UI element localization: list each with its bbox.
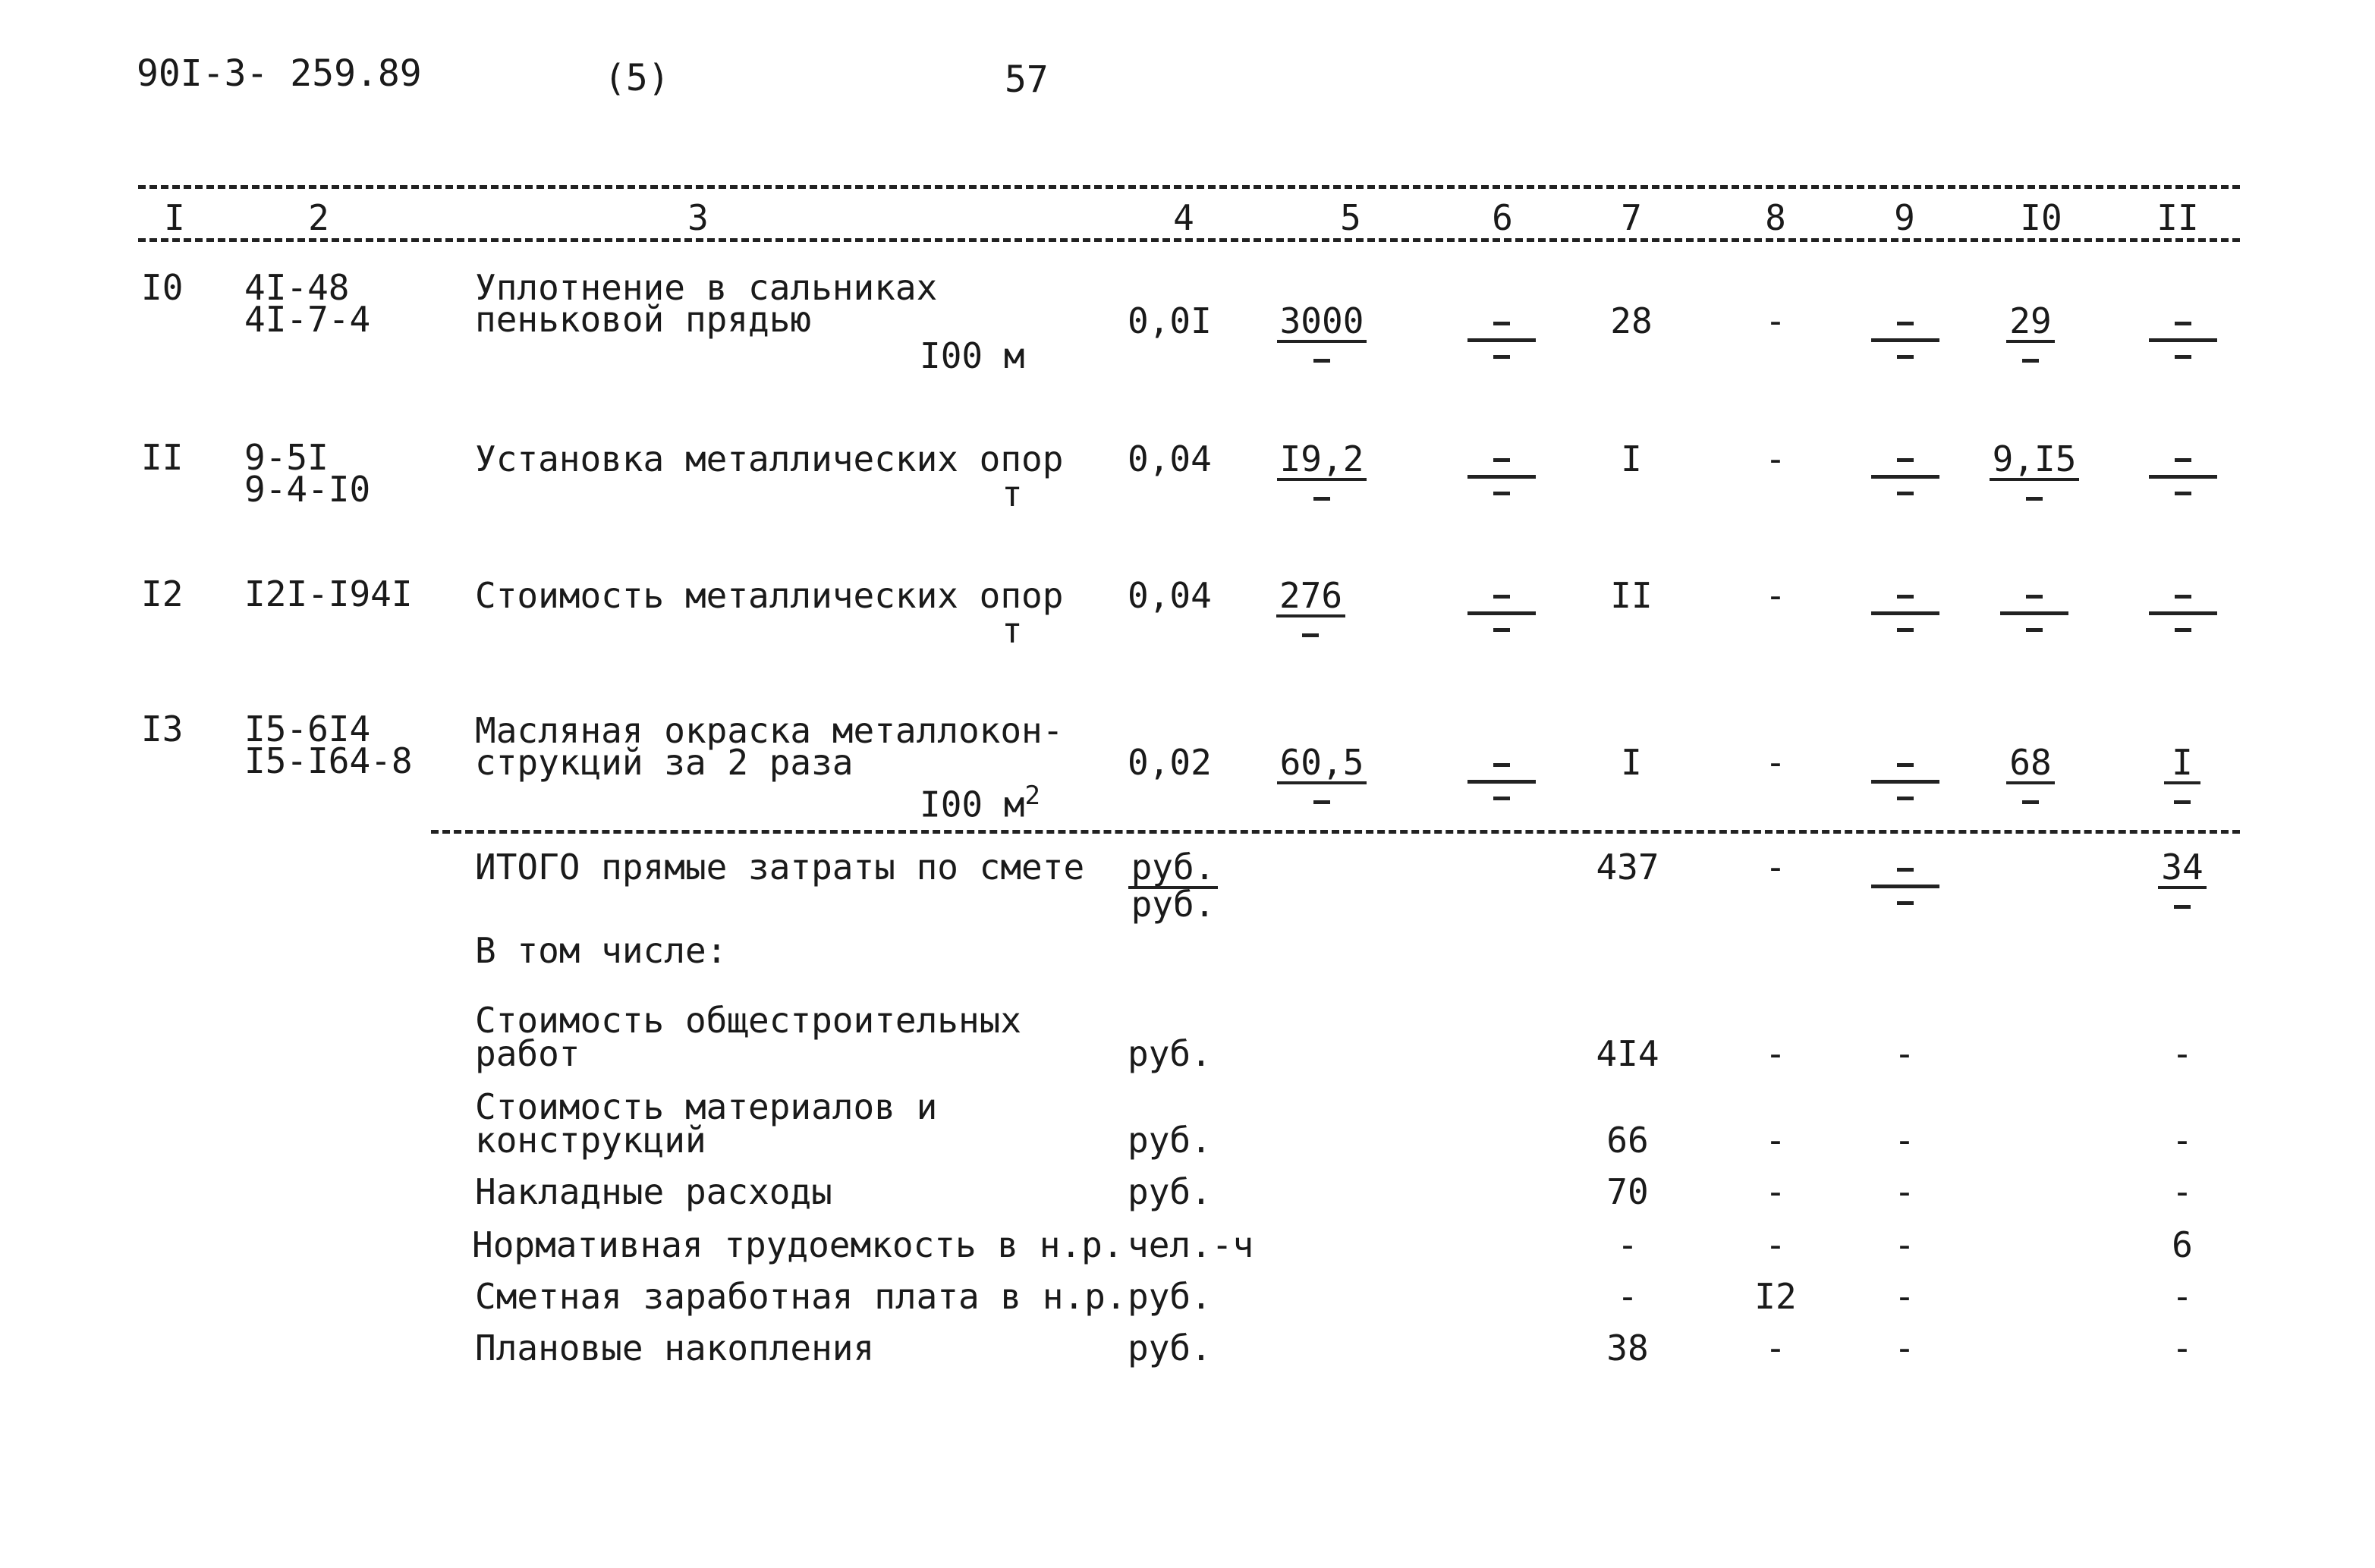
row-quantity: 0,0I bbox=[1128, 300, 1212, 341]
col-header-5: 5 bbox=[1340, 197, 1361, 238]
row-col11-fraction bbox=[2144, 743, 2220, 818]
row-col5-value: 3000 bbox=[1277, 302, 1367, 343]
page-number: 57 bbox=[1005, 58, 1049, 101]
summary-item-col9: - bbox=[1894, 1276, 1915, 1317]
row-name: струкций за 2 раза bbox=[475, 742, 854, 783]
summary-item-col8: - bbox=[1765, 1328, 1786, 1368]
summary-item-label: работ bbox=[475, 1033, 580, 1074]
row-quantity: 0,04 bbox=[1128, 438, 1212, 479]
row-code: 4I-7-4 bbox=[244, 299, 371, 340]
row-number: I0 bbox=[141, 267, 184, 308]
table-top-rule bbox=[138, 185, 2240, 189]
summary-item-unit: руб. bbox=[1128, 1120, 1212, 1161]
row-col8-value: - bbox=[1765, 300, 1786, 341]
row-col5-value: 60,5 bbox=[1277, 743, 1367, 784]
row-number: I2 bbox=[141, 573, 184, 614]
summary-item-col8: - bbox=[1765, 1224, 1786, 1265]
row-col8-value: - bbox=[1765, 742, 1786, 783]
row-col10-value: 9,I5 bbox=[1990, 440, 2080, 481]
row-name: Стоимость металлических опор bbox=[475, 575, 1064, 616]
summary-item-unit: чел.-ч bbox=[1128, 1224, 1254, 1265]
col-header-9: 9 bbox=[1894, 197, 1915, 238]
row-code: 9-5I bbox=[244, 437, 329, 478]
summary-rule bbox=[431, 830, 2240, 834]
row-col11-value: I bbox=[2164, 743, 2200, 784]
total-col11-value: 34 bbox=[2158, 848, 2206, 889]
row-unit: т bbox=[1002, 610, 1023, 651]
row-code: 4I-48 bbox=[244, 267, 350, 308]
row-number: I3 bbox=[141, 709, 184, 749]
including-label: В том числе: bbox=[475, 930, 728, 971]
row-quantity: 0,04 bbox=[1128, 575, 1212, 616]
total-unit-denominator: руб. bbox=[1131, 884, 1216, 925]
col-header-4: 4 bbox=[1173, 197, 1194, 238]
row-name: пеньковой прядью bbox=[475, 299, 812, 340]
summary-item-unit: руб. bbox=[1128, 1328, 1212, 1368]
row-col5-fraction bbox=[1276, 743, 1367, 818]
summary-item-col7: 38 bbox=[1606, 1328, 1649, 1368]
summary-item-unit: руб. bbox=[1128, 1171, 1212, 1212]
row-col6-empty-fraction bbox=[1467, 592, 1536, 637]
row-col7-value: I bbox=[1621, 438, 1642, 479]
summary-item-label: конструкций bbox=[475, 1120, 706, 1161]
summary-item-col8: - bbox=[1765, 1171, 1786, 1212]
summary-item-col9: - bbox=[1894, 1120, 1915, 1161]
summary-item-col11: 6 bbox=[2172, 1224, 2193, 1265]
summary-item-col7: - bbox=[1617, 1276, 1638, 1317]
summary-item-col7: 4I4 bbox=[1596, 1033, 1659, 1074]
row-code: I5-6I4 bbox=[244, 709, 371, 749]
summary-item-col7: 70 bbox=[1606, 1171, 1649, 1212]
total-label: ИТОГО прямые затраты по смете bbox=[475, 847, 1085, 888]
row-col9-empty-fraction bbox=[1871, 592, 1939, 637]
summary-item-col11: - bbox=[2172, 1328, 2193, 1368]
summary-item-col9: - bbox=[1894, 1224, 1915, 1265]
summary-item-col11: - bbox=[2172, 1171, 2193, 1212]
total-unit-fraction bbox=[1128, 847, 1219, 925]
col-header-6: 6 bbox=[1492, 197, 1513, 238]
row-name: Масляная окраска металлокон- bbox=[475, 710, 1064, 751]
col-header-7: 7 bbox=[1621, 197, 1642, 238]
summary-item-label: Накладные расходы bbox=[475, 1171, 832, 1212]
summary-item-col11: - bbox=[2172, 1033, 2193, 1074]
summary-item-col7: 66 bbox=[1606, 1120, 1649, 1161]
col-header-8: 8 bbox=[1765, 197, 1786, 238]
col-header-10: I0 bbox=[2020, 197, 2062, 238]
col-header-11: II bbox=[2156, 197, 2199, 238]
row-col11-empty-fraction bbox=[2149, 592, 2217, 637]
row-col10-fraction bbox=[1993, 743, 2068, 818]
summary-item-unit: руб. bbox=[1128, 1033, 1212, 1074]
row-col5-fraction bbox=[1276, 440, 1367, 514]
row-code: I2I-I94I bbox=[244, 573, 413, 614]
col-header-1: I bbox=[164, 197, 185, 238]
row-col10-fraction bbox=[1993, 302, 2068, 376]
col-header-3: 3 bbox=[687, 197, 709, 238]
row-col9-empty-fraction bbox=[1871, 455, 1939, 501]
row-code: 9-4-I0 bbox=[244, 469, 371, 510]
row-col5-fraction bbox=[1276, 302, 1367, 376]
summary-item-col7: - bbox=[1617, 1224, 1638, 1265]
row-name: Установка металлических опор bbox=[475, 438, 1064, 479]
row-quantity: 0,02 bbox=[1128, 742, 1212, 783]
row-unit: I00 $м^2$ bbox=[920, 781, 1040, 825]
summary-item-label: Нормативная трудоемкость в н.р. bbox=[472, 1224, 1124, 1265]
part-number: (5) bbox=[604, 57, 670, 99]
row-col10-fraction bbox=[1985, 440, 2084, 514]
total-col7-value: 437 bbox=[1596, 847, 1659, 888]
row-col11-empty-fraction bbox=[2149, 455, 2217, 501]
row-col5-value: 276 bbox=[1276, 577, 1345, 617]
summary-item-col8: - bbox=[1765, 1120, 1786, 1161]
total-col8-value: - bbox=[1765, 847, 1786, 888]
row-col6-empty-fraction bbox=[1467, 455, 1536, 501]
summary-item-label: Плановые накопления bbox=[475, 1328, 875, 1368]
row-col5-fraction bbox=[1276, 577, 1345, 651]
summary-item-col11: - bbox=[2172, 1120, 2193, 1161]
total-col11-fraction bbox=[2144, 848, 2220, 922]
row-col10-value: 68 bbox=[2006, 743, 2054, 784]
summary-item-label: Сметная заработная плата в н.р. bbox=[475, 1276, 1127, 1317]
row-col11-empty-fraction bbox=[2149, 319, 2217, 364]
row-col7-value: 28 bbox=[1610, 300, 1653, 341]
row-col6-empty-fraction bbox=[1467, 760, 1536, 806]
row-code: I5-I64-8 bbox=[244, 740, 413, 781]
total-col9-empty-fraction bbox=[1871, 865, 1939, 910]
row-col10-empty-fraction bbox=[2000, 592, 2068, 637]
row-col7-value: II bbox=[1610, 575, 1653, 616]
summary-item-label: Стоимость материалов и bbox=[475, 1086, 938, 1127]
summary-item-col9: - bbox=[1894, 1033, 1915, 1074]
total-unit-numerator: руб. bbox=[1128, 848, 1219, 889]
row-name: Уплотнение в сальниках bbox=[475, 267, 938, 308]
summary-item-col8: - bbox=[1765, 1033, 1786, 1074]
row-col9-empty-fraction bbox=[1871, 319, 1939, 364]
summary-item-col9: - bbox=[1894, 1171, 1915, 1212]
row-col5-value: I9,2 bbox=[1277, 440, 1367, 481]
table-header-rule bbox=[138, 238, 2240, 242]
summary-item-col11: - bbox=[2172, 1276, 2193, 1317]
summary-item-label: Стоимость общестроительных bbox=[475, 1000, 1022, 1041]
summary-item-col8: I2 bbox=[1754, 1276, 1797, 1317]
row-col7-value: I bbox=[1621, 742, 1642, 783]
row-unit: т bbox=[1002, 473, 1023, 514]
row-col6-empty-fraction bbox=[1467, 319, 1536, 364]
col-header-2: 2 bbox=[308, 197, 329, 238]
row-col10-value: 29 bbox=[2006, 302, 2054, 343]
row-number: II bbox=[141, 437, 184, 478]
row-col8-value: - bbox=[1765, 575, 1786, 616]
document-code: 90I-3- 259.89 bbox=[137, 52, 422, 95]
summary-item-col9: - bbox=[1894, 1328, 1915, 1368]
summary-item-unit: руб. bbox=[1128, 1276, 1212, 1317]
row-col9-empty-fraction bbox=[1871, 760, 1939, 806]
row-col8-value: - bbox=[1765, 438, 1786, 479]
row-unit: I00 м bbox=[920, 335, 1025, 376]
